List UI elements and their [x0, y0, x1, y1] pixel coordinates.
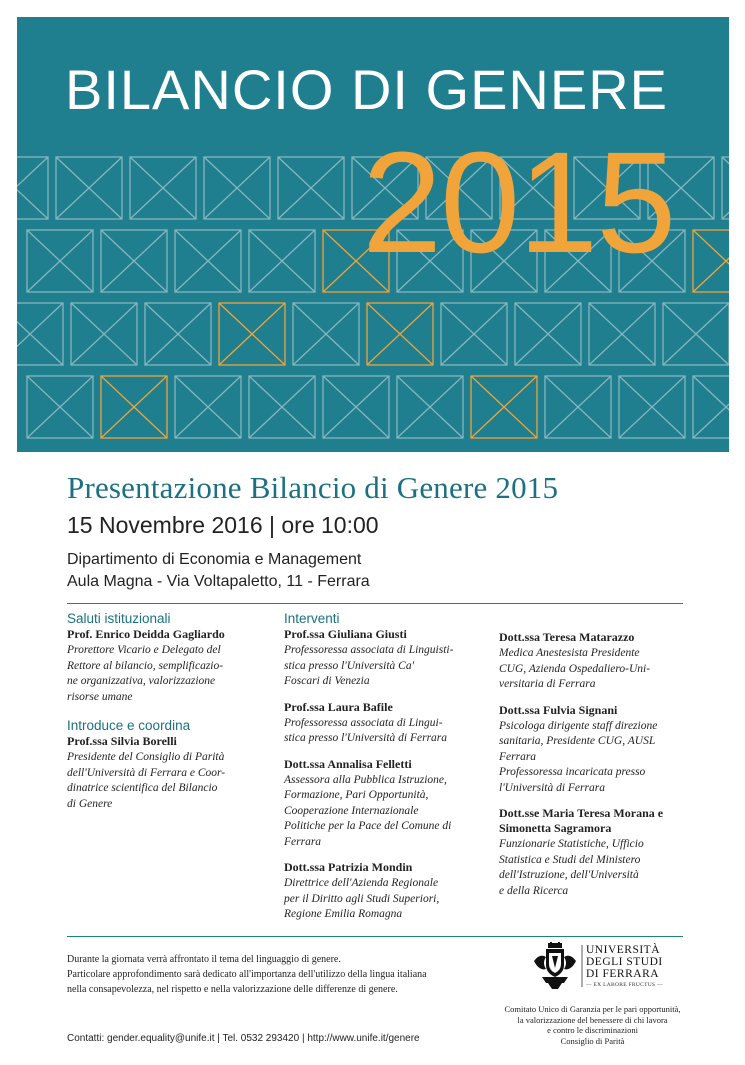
envelope-icon — [663, 303, 729, 365]
envelope-icon — [693, 230, 729, 292]
footer-note: Durante la giornata verrà affrontato il tema del linguaggio di genere. Particolare approfondimento sarà dedicato all'importanza dell'utilizzo della lingua italiana nella consapevolezza, nel rispetto e nella valorizzazione delle differenze di genere. — [67, 954, 427, 995]
event-title: Presentazione Bilancio di Genere 2015 — [67, 470, 559, 505]
envelope-icon — [204, 157, 270, 219]
envelope-icon — [693, 376, 729, 438]
envelope-icon — [130, 157, 196, 219]
envelope-icon — [589, 303, 655, 365]
speaker-name: Dott.ssa Fulvia Signani — [499, 702, 618, 717]
speaker-name: Dott.ssa Annalisa Felletti — [284, 756, 412, 771]
envelope-icon — [17, 157, 48, 219]
speaker-role: Prorettore Vicario e Delegato del Rettore al bilancio, semplificazio- ne organizzativa, valorizzazione risorse umane — [67, 644, 224, 703]
envelope-icon — [397, 376, 463, 438]
envelope-icon — [219, 303, 285, 365]
section-heading: Interventi — [284, 611, 340, 626]
envelope-icon — [471, 376, 537, 438]
event-venue — [67, 549, 370, 593]
envelope-icon — [71, 303, 137, 365]
speaker-role: Funzionarie Statistiche, Ufficio Statistica e Studi del Ministero dell'Istruzione, dell'Università e della Ricerca — [499, 838, 644, 897]
program-column-2 — [284, 611, 484, 923]
envelope-icon — [101, 376, 167, 438]
speaker-name: Prof. Enrico Deidda Gagliardo — [67, 627, 225, 641]
speaker-name: Prof.ssa Giuliana Giusti — [284, 627, 407, 641]
envelope-icon — [722, 157, 729, 219]
section-heading: Introduce e coordina — [67, 718, 191, 733]
section-heading: Saluti istituzionali — [67, 611, 171, 626]
program-column-1 — [67, 611, 272, 812]
speaker-name: Dott.sse Maria Teresa Morana e — [499, 806, 664, 820]
envelope-icon — [27, 376, 93, 438]
envelope-icon — [367, 303, 433, 365]
envelope-icon — [545, 376, 611, 438]
speaker-role: Presidente del Consiglio di Parità dell'Università di Ferrara e Coor- dinatrice scientifica del Bilancio di Genere — [67, 751, 226, 810]
speaker-role: Medica Anestesista Presidente CUG, Azienda Ospedaliero-Uni- versitaria di Ferrara — [499, 647, 651, 690]
header-banner — [17, 17, 729, 452]
speaker-name: Dott.ssa Teresa Matarazzo — [499, 630, 635, 644]
event-date: 15 Novembre 2016 | ore 10:00 — [67, 512, 379, 538]
university-name: UNIVERSITÀ DEGLI STUDI DI FERRARA — [586, 944, 663, 980]
banner-title: BILANCIO DI GENERE — [65, 58, 669, 121]
speaker-name: Prof.ssa Silvia Borelli — [67, 734, 177, 748]
cug-credits: Comitato Unico di Garanzia per le pari opportunità, la valorizzazione del benessere di chi lavora e contro le discriminazioni Consiglio di Parità — [504, 1004, 681, 1046]
envelope-icon — [175, 376, 241, 438]
contacts: Contatti: gender.equality@unife.it | Tel. 0532 293420 | http://www.unife.it/genere — [67, 1033, 420, 1044]
speaker-name: Prof.ssa Laura Bafile — [284, 699, 393, 714]
speaker-role: Professoressa associata di Lingui- stica presso l'Università di Ferrara — [284, 716, 448, 744]
envelope-icon — [175, 230, 241, 292]
envelope-icon — [293, 303, 359, 365]
speaker-role: Assessora alla Pubblica Istruzione, Formazione, Pari Opportunità, Cooperazione Internazionale Politiche per la Pace del Comune di Ferrara — [284, 773, 452, 848]
envelope-icon — [27, 230, 93, 292]
speaker-name: Dott.ssa Patrizia Mondin — [284, 860, 413, 874]
envelope-icon — [17, 303, 63, 365]
venue-line: Aula Magna - Via Voltapaletto, 11 - Ferrara — [67, 573, 370, 590]
envelope-icon — [619, 376, 685, 438]
banner-year: 2015 — [362, 122, 675, 283]
envelope-icon — [249, 230, 315, 292]
speaker-name: Simonetta Sagramora — [499, 821, 612, 835]
envelope-icon — [101, 230, 167, 292]
university-motto: — EX LABORE FRUCTUS — — [586, 982, 663, 988]
envelope-icon — [249, 376, 315, 438]
venue-line: Dipartimento di Economia e Management — [67, 551, 362, 568]
envelope-icon — [56, 157, 122, 219]
divider — [67, 936, 683, 937]
envelope-icon — [323, 376, 389, 438]
divider — [67, 603, 683, 604]
envelope-icon — [278, 157, 344, 219]
program-column-3 — [499, 630, 699, 899]
speaker-role: Psicologa dirigente staff direzione sanitaria, Presidente CUG, AUSL Ferrara Professoressa incaricata presso l'Università di Ferrara — [499, 719, 658, 794]
speaker-role: Professoressa associata di Linguisti- stica presso l'Università Ca' Foscari di Venezia — [284, 644, 454, 687]
speaker-role: Direttrice dell'Azienda Regionale per il Diritto agli Studi Superiori, Regione Emilia Romagna — [284, 877, 440, 920]
envelope-icon — [515, 303, 581, 365]
envelope-icon — [145, 303, 211, 365]
envelope-icon — [441, 303, 507, 365]
